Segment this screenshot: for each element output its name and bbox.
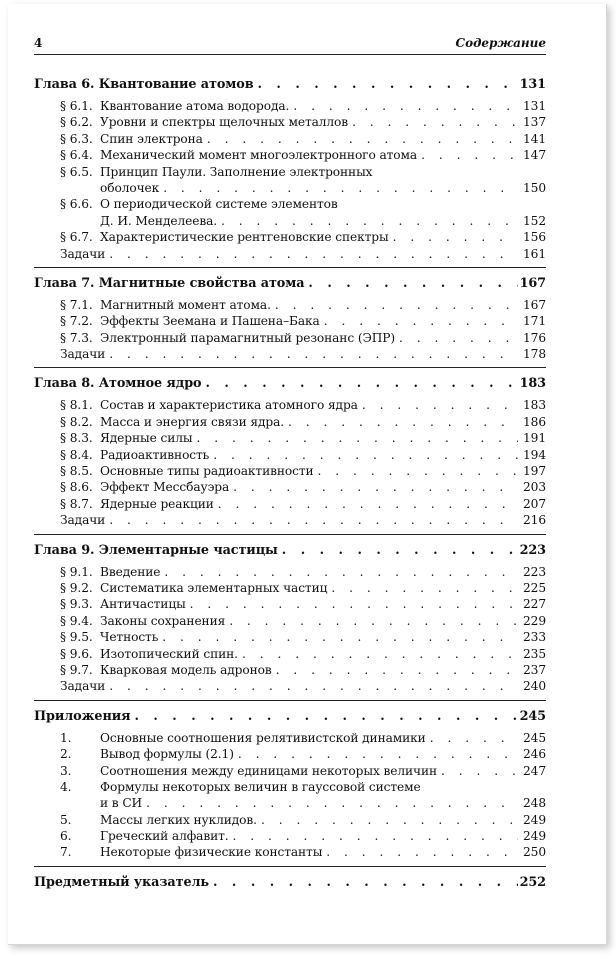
page-ref: 203 bbox=[523, 480, 546, 495]
page-ref: 194 bbox=[523, 447, 546, 462]
page-ref: 249 bbox=[523, 812, 546, 827]
table-of-contents bbox=[34, 74, 546, 904]
dot-leader bbox=[395, 330, 518, 346]
dot-leader bbox=[203, 131, 518, 147]
chapter-title: Приложения bbox=[34, 708, 131, 724]
toc-section-entry[interactable] bbox=[34, 297, 546, 313]
toc-section-entry[interactable] bbox=[34, 746, 546, 762]
page-ref: 191 bbox=[523, 431, 546, 446]
toc-section-continuation[interactable] bbox=[34, 213, 546, 229]
dot-leader bbox=[437, 763, 518, 779]
page-ref: 176 bbox=[523, 330, 546, 345]
section-title: Ядерные реакции bbox=[100, 496, 214, 511]
dot-leader bbox=[257, 812, 518, 828]
section-title-continued: Д. И. Менделеева. bbox=[100, 213, 218, 228]
section-number: § 9.2. bbox=[60, 580, 93, 595]
dot-leader bbox=[225, 613, 518, 629]
section-title: Законы сохранения bbox=[100, 613, 226, 628]
page-header bbox=[34, 36, 546, 55]
dot-leader bbox=[348, 114, 518, 130]
section-title: Характеристические рентгеновские спектры bbox=[100, 230, 389, 245]
section-number: § 6.4. bbox=[60, 148, 93, 163]
page-ref: 186 bbox=[523, 414, 546, 429]
section-number: § 7.1. bbox=[60, 297, 93, 312]
dot-leader bbox=[289, 98, 518, 114]
toc-section-continuation[interactable] bbox=[34, 180, 546, 196]
page-ref: 178 bbox=[523, 347, 546, 362]
section-title: Задачи bbox=[60, 246, 106, 261]
page-ref: 233 bbox=[523, 630, 546, 645]
page-ref: 246 bbox=[523, 747, 546, 762]
section-title: Состав и характеристика атомного ядра bbox=[100, 398, 358, 413]
toc-section-entry[interactable] bbox=[34, 114, 546, 130]
toc-chapter bbox=[34, 706, 546, 867]
section-number: § 8.3. bbox=[60, 431, 93, 446]
page-ref: 245 bbox=[523, 730, 546, 745]
section-title: Квантование атома водорода. bbox=[100, 99, 290, 113]
toc-problems-entry[interactable] bbox=[34, 246, 546, 262]
section-title: Формулы некоторых величин в гауссовой системе bbox=[100, 779, 421, 794]
toc-section-entry[interactable] bbox=[34, 98, 546, 114]
dot-leader bbox=[320, 313, 518, 329]
dot-leader bbox=[217, 213, 518, 229]
page-ref: 131 bbox=[519, 77, 546, 92]
section-title: Некоторые физические константы bbox=[100, 845, 323, 860]
page-ref: 227 bbox=[523, 597, 546, 612]
dot-leader bbox=[234, 746, 518, 762]
section-number: § 9.7. bbox=[60, 662, 93, 677]
toc-chapter-heading[interactable] bbox=[34, 273, 546, 295]
page-ref: 183 bbox=[523, 398, 546, 413]
section-title: Введение bbox=[100, 564, 161, 579]
page-ref: 235 bbox=[523, 646, 546, 661]
dot-leader bbox=[105, 246, 518, 262]
book-page bbox=[8, 4, 607, 945]
section-title: Масса и энергия связи ядра. bbox=[100, 414, 285, 429]
toc-section-entry[interactable] bbox=[34, 164, 546, 180]
page-ref: 183 bbox=[519, 376, 546, 392]
dot-leader bbox=[214, 496, 518, 512]
section-number: § 6.2. bbox=[60, 115, 93, 130]
section-title: О периодической системе элементов bbox=[100, 197, 338, 212]
section-number: § 8.5. bbox=[60, 464, 93, 479]
toc-section-continuation[interactable] bbox=[34, 795, 546, 811]
chapter-title: Глава 8. Атомное ядро bbox=[34, 376, 202, 392]
page-ref: 247 bbox=[523, 763, 546, 778]
page-ref: 207 bbox=[523, 496, 546, 511]
dot-leader bbox=[229, 828, 518, 844]
section-title: Эффект Мессбауэра bbox=[100, 480, 230, 495]
dot-leader bbox=[192, 430, 518, 446]
toc-chapter-heading[interactable] bbox=[34, 540, 546, 562]
section-title: Уровни и спектры щелочных металлов bbox=[100, 115, 349, 130]
dot-leader bbox=[389, 229, 518, 245]
dot-leader bbox=[426, 730, 518, 746]
page-ref: 249 bbox=[523, 829, 546, 844]
toc-section-entry[interactable] bbox=[34, 463, 546, 479]
section-title: Задачи bbox=[60, 513, 106, 528]
page-ref: 167 bbox=[519, 275, 546, 291]
dot-leader bbox=[105, 512, 518, 528]
dot-leader bbox=[272, 662, 518, 678]
section-title: Спин электрона bbox=[100, 131, 203, 146]
section-number: § 6.3. bbox=[60, 131, 93, 146]
section-number: § 8.6. bbox=[60, 480, 93, 495]
toc-section-entry[interactable] bbox=[34, 330, 546, 346]
dot-leader bbox=[254, 74, 519, 96]
section-number: § 9.4. bbox=[60, 613, 93, 628]
dot-leader bbox=[142, 795, 518, 811]
page-ref: 216 bbox=[523, 513, 546, 528]
toc-problems-entry[interactable] bbox=[34, 678, 546, 694]
toc-section-entry[interactable] bbox=[34, 479, 546, 495]
section-title: Ядерные силы bbox=[100, 431, 193, 446]
chapter-title: Глава 6. Квантование атомов bbox=[34, 77, 254, 92]
toc-chapter bbox=[34, 540, 546, 701]
section-number: § 7.2. bbox=[60, 314, 93, 329]
section-number: § 9.5. bbox=[60, 630, 93, 645]
section-number: 4. bbox=[60, 779, 72, 794]
page-ref: 141 bbox=[523, 131, 546, 146]
dot-leader bbox=[271, 297, 518, 313]
toc-section-entry[interactable] bbox=[34, 447, 546, 463]
section-title: Кварковая модель адронов bbox=[100, 662, 272, 677]
dot-leader bbox=[238, 646, 518, 662]
toc-chapter-heading[interactable] bbox=[34, 706, 546, 728]
dot-leader bbox=[327, 580, 518, 596]
section-title: Основные соотношения релятивистской динамики bbox=[100, 730, 426, 745]
section-title: Систематика элементарных частиц bbox=[100, 580, 328, 595]
toc-section-entry[interactable] bbox=[34, 414, 546, 430]
dot-leader bbox=[284, 414, 518, 430]
section-number: § 6.1. bbox=[60, 99, 93, 113]
dot-leader bbox=[158, 629, 518, 645]
toc-chapter bbox=[34, 74, 546, 268]
page-ref: 197 bbox=[523, 464, 546, 479]
page-ref: 152 bbox=[523, 213, 546, 228]
section-number: § 6.6. bbox=[60, 197, 93, 212]
toc-section-entry[interactable] bbox=[34, 430, 546, 446]
page-number: 4 bbox=[34, 36, 43, 50]
dot-leader bbox=[358, 397, 518, 413]
chapter-title: Предметный указатель bbox=[34, 874, 209, 890]
dot-leader bbox=[322, 844, 518, 860]
page-ref: 223 bbox=[519, 542, 546, 558]
page-ref: 161 bbox=[523, 246, 546, 261]
section-number: 1. bbox=[60, 730, 72, 745]
running-title: Содержание bbox=[455, 36, 546, 50]
section-title: Четность bbox=[100, 630, 159, 645]
section-title: Задачи bbox=[60, 347, 106, 362]
toc-section-entry[interactable] bbox=[34, 812, 546, 828]
dot-leader bbox=[417, 147, 518, 163]
page-ref: 171 bbox=[523, 314, 546, 329]
toc-section-entry[interactable] bbox=[34, 646, 546, 662]
dot-leader bbox=[209, 872, 518, 894]
section-title: Магнитный момент атома. bbox=[100, 297, 271, 312]
page-ref: 245 bbox=[519, 708, 546, 724]
toc-section-entry[interactable] bbox=[34, 196, 546, 212]
dot-leader bbox=[278, 540, 518, 562]
section-title-continued: оболочек bbox=[100, 180, 160, 195]
section-title: Радиоактивность bbox=[100, 447, 210, 462]
toc-chapter-heading[interactable] bbox=[34, 74, 546, 96]
dot-leader bbox=[130, 706, 518, 728]
section-title: Античастицы bbox=[100, 597, 186, 612]
section-number: 6. bbox=[60, 829, 72, 844]
section-title: Соотношения между единицами некоторых величин bbox=[100, 763, 438, 778]
toc-section-entry[interactable] bbox=[34, 763, 546, 779]
toc-section-entry[interactable] bbox=[34, 564, 546, 580]
section-number: § 8.2. bbox=[60, 414, 93, 429]
dot-leader bbox=[304, 273, 518, 295]
page-ref: 225 bbox=[523, 580, 546, 595]
section-number: 2. bbox=[60, 747, 72, 762]
section-title: Изотопический спин. bbox=[100, 646, 238, 661]
toc-problems-entry[interactable] bbox=[34, 346, 546, 362]
toc-section-entry[interactable] bbox=[34, 629, 546, 645]
section-title: Вывод формулы (2.1) bbox=[100, 747, 234, 762]
toc-section-entry[interactable] bbox=[34, 613, 546, 629]
dot-leader bbox=[160, 564, 518, 580]
section-title-continued: и в СИ bbox=[100, 796, 143, 811]
section-number: § 9.6. bbox=[60, 646, 93, 661]
section-title: Задачи bbox=[60, 679, 106, 694]
toc-section-entry[interactable] bbox=[34, 730, 546, 746]
page-ref: 137 bbox=[523, 115, 546, 130]
section-title: Греческий алфавит. bbox=[100, 829, 229, 844]
page-ref: 250 bbox=[523, 845, 546, 860]
section-title: Основные типы радиоактивности bbox=[100, 464, 314, 479]
section-number: 3. bbox=[60, 763, 72, 778]
section-number: 7. bbox=[60, 845, 72, 860]
page-ref: 131 bbox=[523, 99, 546, 113]
dot-leader bbox=[186, 596, 518, 612]
toc-section-entry[interactable] bbox=[34, 662, 546, 678]
dot-leader bbox=[201, 373, 518, 395]
toc-section-entry[interactable] bbox=[34, 828, 546, 844]
toc-chapter bbox=[34, 373, 546, 534]
toc-section-entry[interactable] bbox=[34, 496, 546, 512]
section-number: § 8.1. bbox=[60, 398, 93, 413]
toc-problems-entry[interactable] bbox=[34, 512, 546, 528]
page-ref: 147 bbox=[523, 148, 546, 163]
toc-section-entry[interactable] bbox=[34, 147, 546, 163]
chapter-title: Глава 9. Элементарные частицы bbox=[34, 542, 278, 558]
dot-leader bbox=[229, 479, 518, 495]
page-ref: 167 bbox=[523, 297, 546, 312]
toc-section-entry[interactable] bbox=[34, 131, 546, 147]
dot-leader bbox=[105, 346, 518, 362]
toc-chapter bbox=[34, 872, 546, 899]
toc-section-entry[interactable] bbox=[34, 844, 546, 860]
toc-section-entry[interactable] bbox=[34, 397, 546, 413]
dot-leader bbox=[314, 463, 518, 479]
page-ref: 248 bbox=[523, 796, 546, 811]
toc-section-entry[interactable] bbox=[34, 580, 546, 596]
toc-section-entry[interactable] bbox=[34, 596, 546, 612]
section-title: Эффекты Зеемана и Пашена–Бака bbox=[100, 314, 320, 329]
section-number: § 6.5. bbox=[60, 164, 93, 179]
toc-chapter-heading[interactable] bbox=[34, 373, 546, 395]
section-number: § 9.1. bbox=[60, 564, 93, 579]
section-number: § 8.7. bbox=[60, 496, 93, 511]
chapter-title: Глава 7. Магнитные свойства атома bbox=[34, 275, 305, 291]
toc-section-entry[interactable] bbox=[34, 779, 546, 795]
section-title: Механический момент многоэлектронного атома bbox=[100, 148, 418, 163]
section-number: § 6.7. bbox=[60, 230, 93, 245]
toc-section-entry[interactable] bbox=[34, 313, 546, 329]
section-number: § 9.3. bbox=[60, 597, 93, 612]
page-ref: 240 bbox=[523, 679, 546, 694]
toc-chapter-heading[interactable] bbox=[34, 872, 546, 894]
section-title: Принцип Паули. Заполнение электронных bbox=[100, 164, 373, 179]
section-number: § 7.3. bbox=[60, 330, 93, 345]
page-ref: 252 bbox=[519, 874, 546, 890]
page-ref: 237 bbox=[523, 662, 546, 677]
page-ref: 150 bbox=[523, 180, 546, 195]
toc-chapter bbox=[34, 273, 546, 369]
section-number: 5. bbox=[60, 812, 72, 827]
page-ref: 229 bbox=[523, 613, 546, 628]
toc-section-entry[interactable] bbox=[34, 229, 546, 245]
section-number: § 8.4. bbox=[60, 447, 93, 462]
dot-leader bbox=[105, 678, 518, 694]
dot-leader bbox=[159, 180, 518, 196]
dot-leader bbox=[209, 447, 518, 463]
section-title: Массы легких нуклидов. bbox=[100, 812, 257, 827]
page-ref: 223 bbox=[523, 564, 546, 579]
page-ref: 156 bbox=[523, 230, 546, 245]
section-title: Электронный парамагнитный резонанс (ЭПР) bbox=[100, 330, 395, 345]
